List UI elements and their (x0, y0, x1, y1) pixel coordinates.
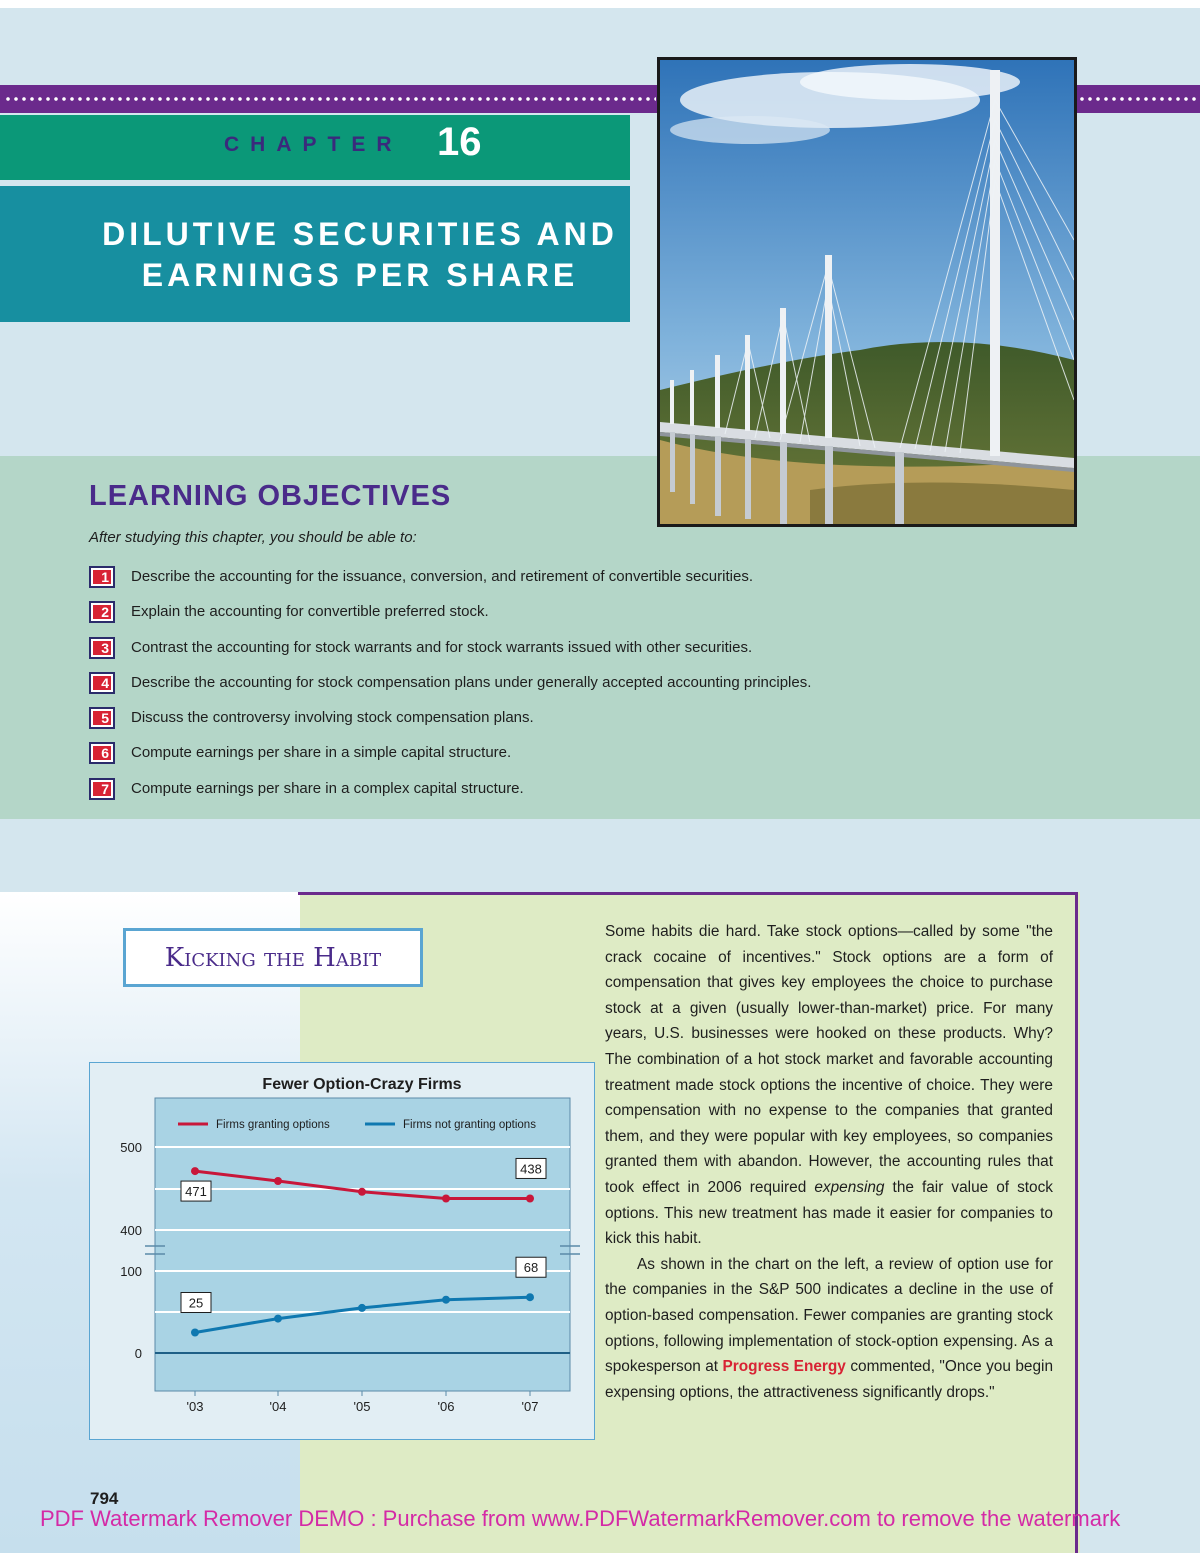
data-label: 68 (523, 1260, 539, 1276)
chapter-label: CHAPTER (224, 133, 403, 156)
y-tick-label: 100 (120, 1264, 142, 1279)
feature-title: Kicking the Habit (164, 943, 382, 973)
objective-number: 6 (93, 746, 111, 760)
legend-label: Firms not granting options (403, 1119, 536, 1131)
data-point (526, 1293, 534, 1301)
objective-number: 5 (93, 711, 111, 725)
x-tick-label: '03 (186, 1399, 204, 1414)
data-label: 25 (188, 1295, 204, 1311)
data-point (358, 1188, 366, 1196)
objective-number: 7 (93, 782, 111, 796)
objective-text: Explain the accounting for convertible preferred stock. (131, 603, 489, 621)
feature-title-box (123, 928, 423, 987)
data-point (526, 1195, 534, 1203)
objective-number-badge (89, 637, 115, 659)
y-tick-label: 500 (120, 1140, 142, 1155)
paragraph-1-emphasis: expensing (814, 1178, 885, 1196)
data-point (442, 1195, 450, 1203)
x-tick-label: '07 (521, 1399, 539, 1414)
objective-text: Describe the accounting for the issuance, conversion, and retirement of convertible securities. (131, 568, 753, 585)
chapter-banner (0, 115, 630, 180)
objective-number: 4 (93, 676, 111, 690)
objective-number: 1 (93, 570, 111, 584)
feature-right-border (1075, 892, 1078, 1553)
decorative-dotted-band-right (1074, 85, 1200, 113)
objective-number-badge (89, 601, 115, 623)
objective-number: 3 (93, 641, 111, 655)
learning-objectives-heading: LEARNING OBJECTIVES (89, 480, 452, 512)
learning-objectives-intro: After studying this chapter, you should be able to: (89, 529, 417, 546)
x-tick-label: '06 (437, 1399, 455, 1414)
chapter-number: 16 (437, 120, 482, 164)
decorative-dotted-band (0, 85, 660, 113)
objective-text: Compute earnings per share in a complex capital structure. (131, 779, 524, 797)
page-number: 794 (90, 1489, 119, 1508)
objective-number-badge (89, 742, 115, 764)
paragraph-2-end: commented, "Once you begin expensing options, the attractiveness significantly drops." (605, 1358, 1054, 1401)
chapter-title-line-2: EARNINGS PER SHARE (141, 257, 579, 293)
bridge-photo (657, 57, 1077, 527)
objective-text: Describe the accounting for stock compensation plans under generally accepted accounting principles. (131, 673, 812, 691)
data-point (191, 1167, 199, 1175)
data-label: 471 (185, 1184, 207, 1200)
y-tick-label: 0 (134, 1346, 142, 1361)
cable-stayed-bridge-illustration (660, 60, 1074, 524)
chapter-title-box (0, 186, 630, 322)
objective-number-badge (89, 672, 115, 694)
objective-number-badge (89, 566, 115, 588)
data-point (191, 1329, 199, 1337)
objective-text: Discuss the controversy involving stock compensation plans. (131, 709, 534, 727)
watermark-text: PDF Watermark Remover DEMO : Purchase from www.PDFWatermarkRemover.com to remove the watermark (40, 1506, 1121, 1531)
paragraph-1-text: Some habits die hard. Take stock options—called by some "the crack cocaine of incentives." Stock options are a form of compensation that gives key employees the choice to purchase stock at a given (usually lower-than-market) price. For many years, U.S. businesses were hooked on these products. Why? The combination of a hot stock market and favorable accounting treatment made stock options the incentive of choice. They were compensation with no expense to the companies that granted them, and they were popular with key employees, so companies granted them with abandon. However, the accounting rules that took effect in 2006 required (605, 923, 1053, 1196)
objective-number: 2 (93, 605, 111, 619)
data-point (358, 1304, 366, 1312)
chart-panel (89, 1062, 595, 1440)
objective-number-badge (89, 707, 115, 729)
page (0, 8, 1200, 1553)
legend-label: Firms granting options (216, 1119, 330, 1131)
objective-text: Compute earnings per share in a simple capital structure. (131, 744, 512, 762)
chapter-title-line-1: DILUTIVE SECURITIES AND (102, 216, 618, 252)
data-label: 438 (520, 1161, 542, 1177)
paragraph-2-text: As shown in the chart on the left, a review of option use for the companies in the S&P 500 indicates a decline in the use of option-based compensation. Fewer companies are granting stock options, following implementation of stock-option expensing. As a spokesperson at (605, 1255, 1053, 1376)
company-name: Progress Energy (722, 1358, 846, 1376)
paragraph-1-end: the fair value of stock options. This new treatment has made it easier for companies to kick this habit. (605, 1178, 1054, 1248)
data-point (274, 1177, 282, 1185)
plot-area (155, 1098, 570, 1391)
objective-text: Contrast the accounting for stock warrants and for stock warrants issued with other securities. (131, 638, 753, 656)
feature-box (0, 892, 1080, 1553)
data-point (442, 1296, 450, 1304)
option-firms-chart (90, 1063, 596, 1441)
data-point (274, 1315, 282, 1323)
y-tick-label: 400 (120, 1223, 142, 1238)
objective-number-badge (89, 778, 115, 800)
axis-break-gap (156, 1226, 569, 1238)
feature-top-border (298, 892, 1078, 898)
chart-title: Fewer Option-Crazy Firms (262, 1076, 462, 1093)
x-tick-label: '05 (353, 1399, 371, 1414)
x-tick-label: '04 (269, 1399, 287, 1414)
